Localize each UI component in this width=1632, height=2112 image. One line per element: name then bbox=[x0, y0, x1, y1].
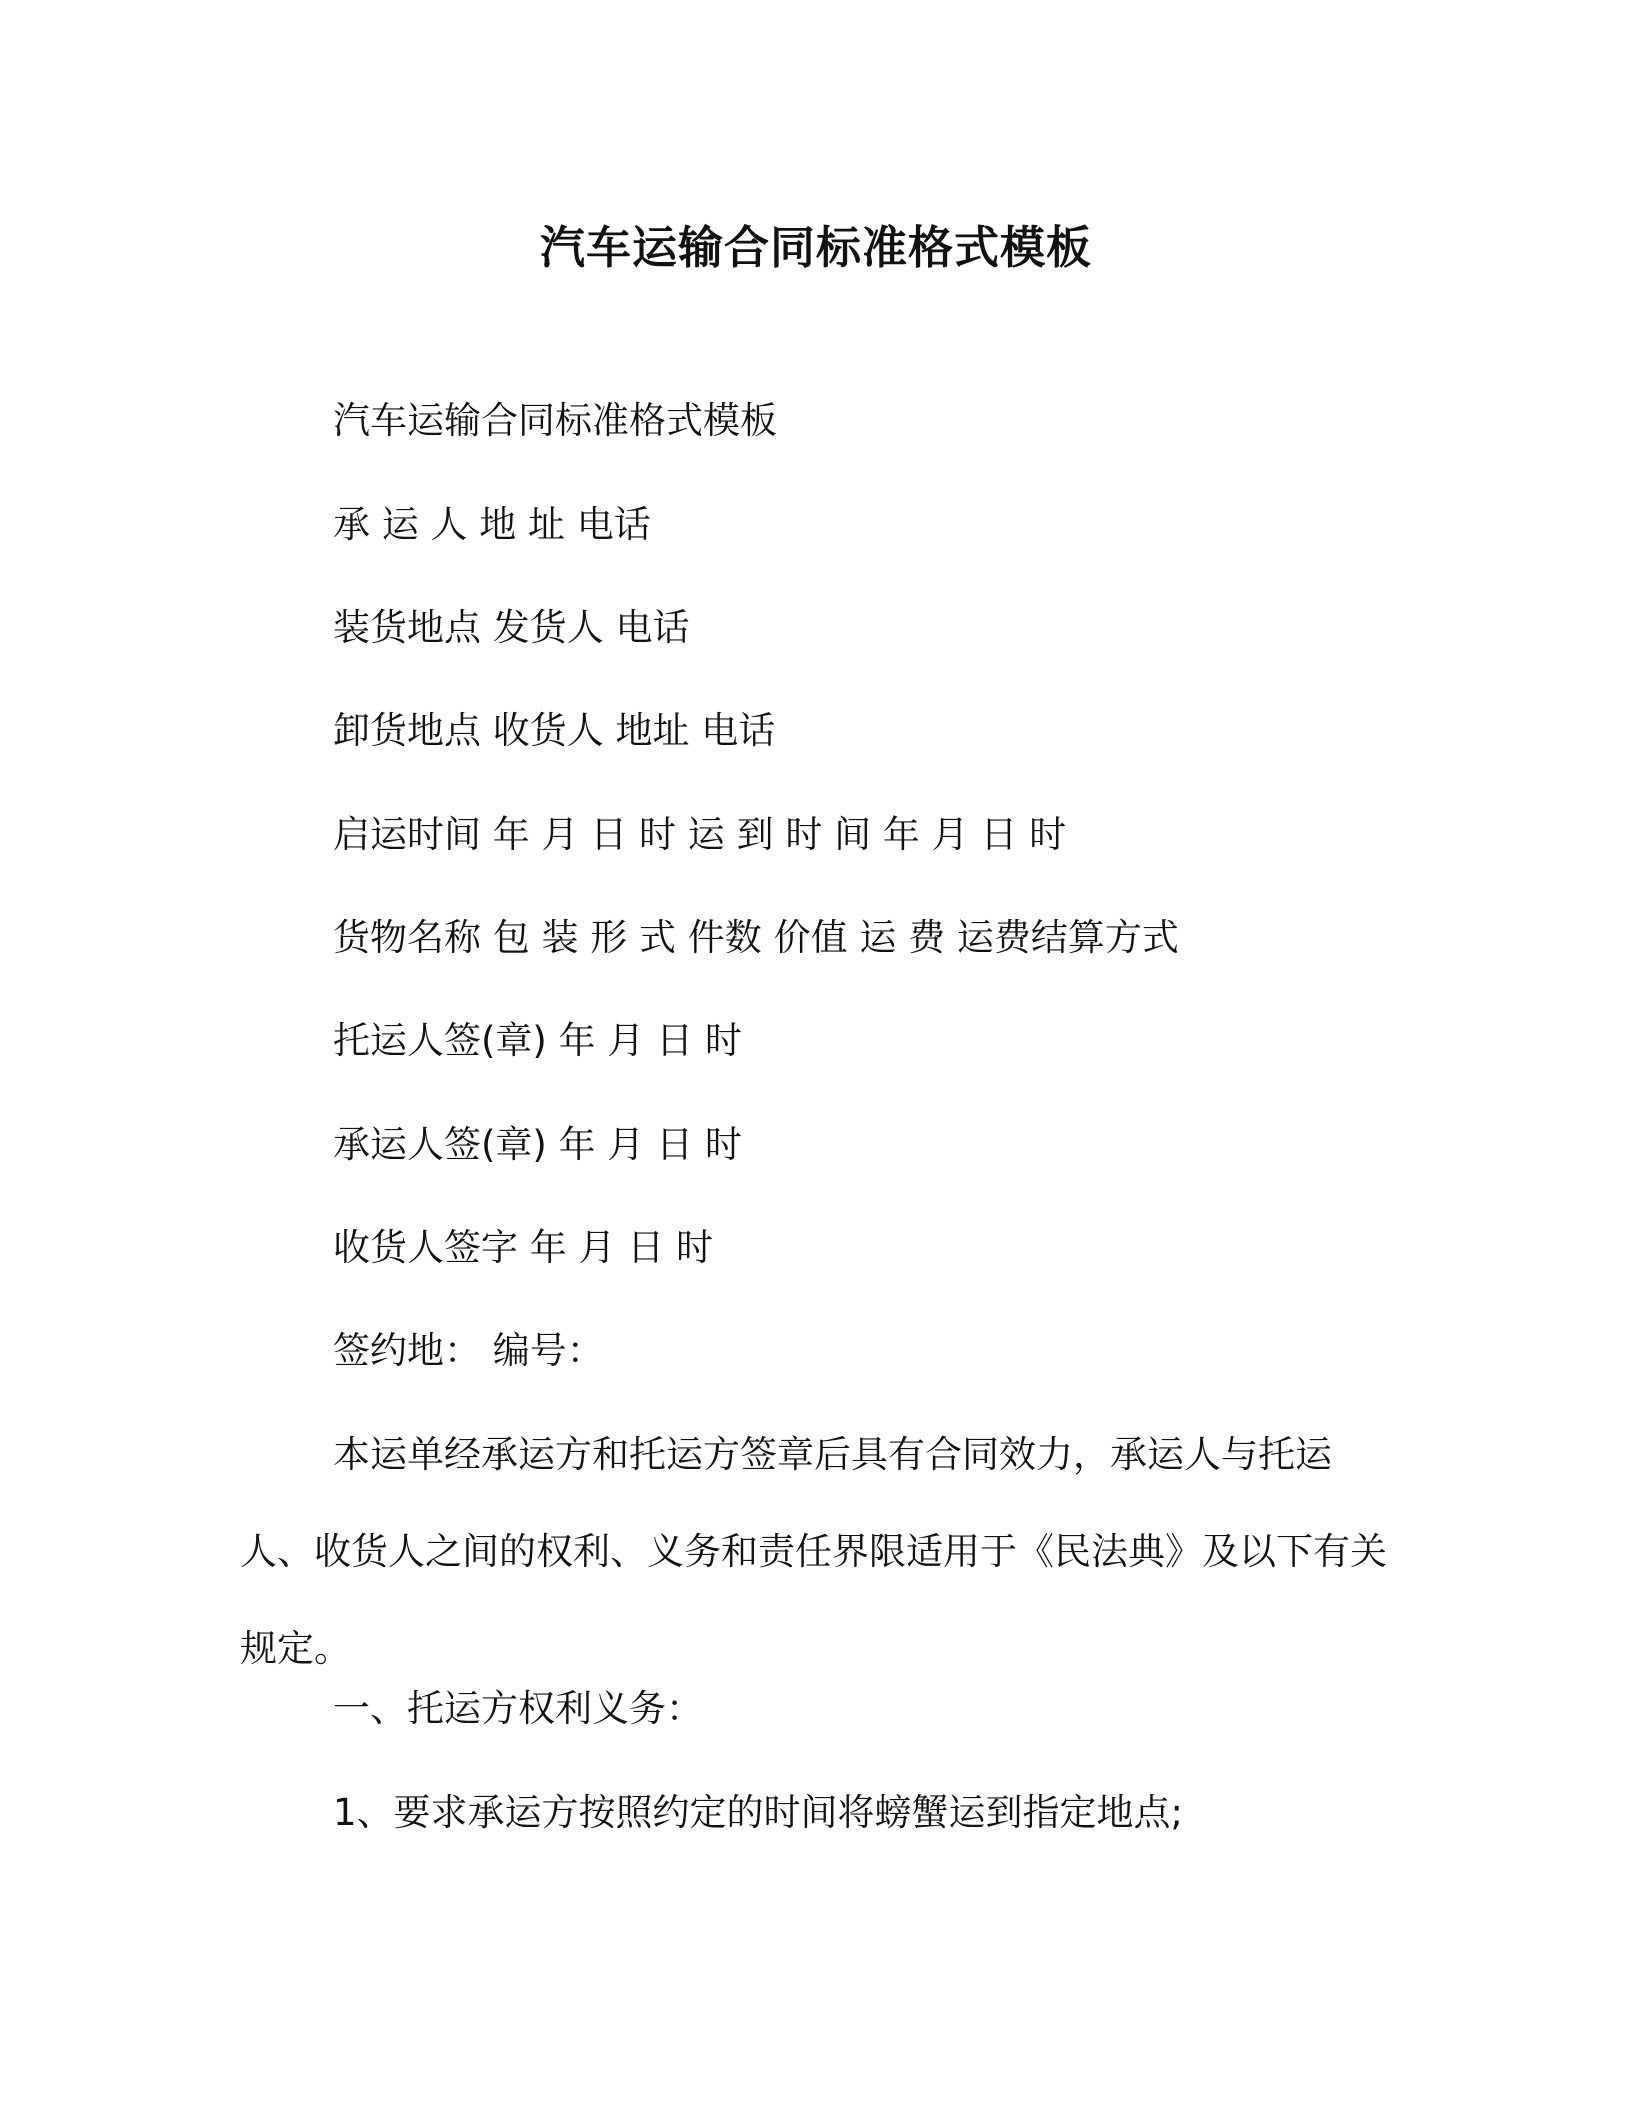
line-consignee-signature: 收货人签字 年 月 日 时 bbox=[333, 1226, 714, 1269]
section-heading-shipper-rights: 一、托运方权利义务： bbox=[333, 1687, 703, 1730]
line-signing-place: 签约地： 编号： bbox=[333, 1329, 604, 1372]
line-shipper-signature: 托运人签(章) 年 月 日 时 bbox=[333, 1019, 742, 1062]
line-carrier-info: 承 运 人 地 址 电话 bbox=[333, 503, 651, 546]
list-item-1: 1、要求承运方按照约定的时间将螃蟹运到指定地点; bbox=[333, 1791, 1184, 1834]
line-unloading-info: 卸货地点 收货人 地址 电话 bbox=[333, 709, 776, 752]
contract-effect-paragraph: 本运单经承运方和托运方签章后具有合同效力，承运人与托运人、收货人之间的权利、义务和责任界限适用于《民法典》及以下有关规定。 bbox=[240, 1433, 1387, 1670]
line-subtitle: 汽车运输合同标准格式模板 bbox=[333, 399, 777, 442]
line-carrier-signature: 承运人签(章) 年 月 日 时 bbox=[333, 1123, 742, 1166]
line-goods-info: 货物名称 包 装 形 式 件数 价值 运 费 运费结算方式 bbox=[333, 916, 1179, 959]
document-title: 汽车运输合同标准格式模板 bbox=[539, 221, 1092, 274]
line-loading-info: 装货地点 发货人 电话 bbox=[333, 606, 690, 649]
line-times: 启运时间 年 月 日 时 运 到 时 间 年 月 日 时 bbox=[333, 813, 1067, 856]
